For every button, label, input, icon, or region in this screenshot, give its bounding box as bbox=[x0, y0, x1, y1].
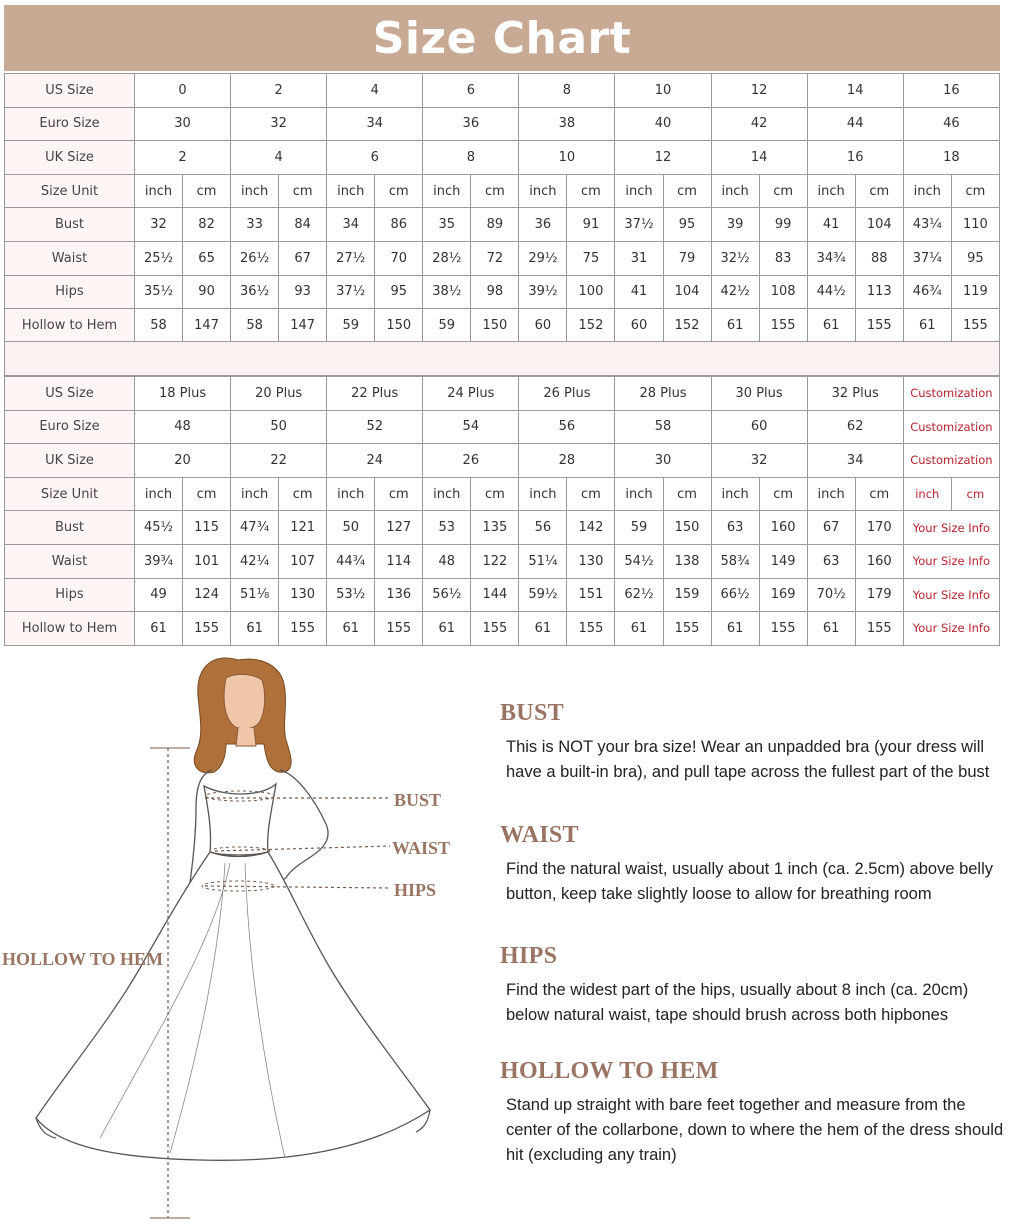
measure-inch-cell: 61 bbox=[615, 612, 663, 646]
measure-inch-cell: 58¾ bbox=[711, 544, 759, 578]
measure-inch-cell: 37½ bbox=[615, 208, 663, 242]
measure-inch-cell: 51⅛ bbox=[231, 578, 279, 612]
unit-cm-cell: cm bbox=[567, 174, 615, 208]
measure-inch-cell: 45½ bbox=[135, 511, 183, 545]
page-title: Size Chart bbox=[372, 12, 632, 64]
figure-label-waist: WAIST bbox=[392, 838, 451, 858]
measure-inch-cell: 49 bbox=[135, 578, 183, 612]
unit-inch-cell: inch bbox=[519, 174, 567, 208]
table-row-waist bbox=[5, 544, 1000, 578]
size-cell: 32 bbox=[231, 107, 327, 141]
unit-inch-cell: inch bbox=[423, 477, 471, 511]
measure-cm-cell: 155 bbox=[183, 612, 231, 646]
size-cell: 28 bbox=[519, 444, 615, 478]
measure-inch-cell: 61 bbox=[711, 309, 759, 343]
measure-cm-cell: 151 bbox=[567, 578, 615, 612]
size-cell: 12 bbox=[711, 74, 807, 108]
measure-cm-cell: 155 bbox=[663, 612, 711, 646]
row-label-hollow-to-hem: Hollow to Hem bbox=[5, 612, 135, 646]
measure-inch-cell: 61 bbox=[807, 612, 855, 646]
figure-label-hips: HIPS bbox=[394, 880, 437, 900]
measure-inch-cell: 35 bbox=[423, 208, 471, 242]
size-cell: 6 bbox=[423, 74, 519, 108]
unit-cm-cell: cm bbox=[567, 477, 615, 511]
measure-cm-cell: 155 bbox=[855, 612, 903, 646]
table-row-us bbox=[5, 377, 1000, 411]
measure-cm-cell: 127 bbox=[375, 511, 423, 545]
unit-cm-cell: cm bbox=[951, 174, 999, 208]
measure-cm-cell: 107 bbox=[279, 544, 327, 578]
row-label-size-unit: Size Unit bbox=[5, 174, 135, 208]
size-chart-banner bbox=[4, 5, 1000, 71]
measure-cm-cell: 114 bbox=[375, 544, 423, 578]
size-cell: 6 bbox=[327, 141, 423, 175]
measure-inch-cell: 29½ bbox=[519, 241, 567, 275]
measure-inch-cell: 53 bbox=[423, 511, 471, 545]
measure-inch-cell: 62½ bbox=[615, 578, 663, 612]
measure-cm-cell: 169 bbox=[759, 578, 807, 612]
unit-inch-cell: inch bbox=[231, 174, 279, 208]
measure-inch-cell: 56½ bbox=[423, 578, 471, 612]
measure-inch-cell: 50 bbox=[327, 511, 375, 545]
measure-cm-cell: 82 bbox=[183, 208, 231, 242]
size-cell: 50 bbox=[231, 410, 327, 444]
table-row-uk bbox=[5, 141, 1000, 175]
size-cell: 2 bbox=[135, 141, 231, 175]
row-label-hips: Hips bbox=[5, 275, 135, 309]
measure-inch-cell: 61 bbox=[711, 612, 759, 646]
measure-inch-cell: 39 bbox=[711, 208, 759, 242]
guide-hips-title: HIPS bbox=[500, 943, 558, 969]
measure-cm-cell: 155 bbox=[279, 612, 327, 646]
unit-inch-cell: inch bbox=[615, 174, 663, 208]
measure-inch-cell: 39¾ bbox=[135, 544, 183, 578]
size-cell: 46 bbox=[903, 107, 999, 141]
size-cell: 30 Plus bbox=[711, 377, 807, 411]
measure-cm-cell: 136 bbox=[375, 578, 423, 612]
measure-cm-cell: 93 bbox=[279, 275, 327, 309]
measure-inch-cell: 60 bbox=[519, 309, 567, 343]
size-cell: 16 bbox=[807, 141, 903, 175]
measure-cm-cell: 150 bbox=[663, 511, 711, 545]
size-cell: 32 bbox=[711, 444, 807, 478]
unit-cm-cell: cm bbox=[279, 477, 327, 511]
size-cell: 38 bbox=[519, 107, 615, 141]
guide-hips-text: Find the widest part of the hips, usually about 8 inch (ca. 20cm) below natural waist, tape should brush across both hipbones bbox=[506, 981, 969, 1024]
table-row-unit bbox=[5, 174, 1000, 208]
measure-cm-cell: 95 bbox=[663, 208, 711, 242]
measure-inch-cell: 26½ bbox=[231, 241, 279, 275]
size-cell: 18 Plus bbox=[135, 377, 231, 411]
measure-cm-cell: 79 bbox=[663, 241, 711, 275]
measure-inch-cell: 42¼ bbox=[231, 544, 279, 578]
measure-cm-cell: 135 bbox=[471, 511, 519, 545]
measure-cm-cell: 147 bbox=[279, 309, 327, 343]
size-cell: 24 Plus bbox=[423, 377, 519, 411]
measure-inch-cell: 53½ bbox=[327, 578, 375, 612]
measure-cm-cell: 101 bbox=[183, 544, 231, 578]
measure-cm-cell: 104 bbox=[663, 275, 711, 309]
measure-inch-cell: 46¾ bbox=[903, 275, 951, 309]
size-cell: 26 bbox=[423, 444, 519, 478]
table-row-unit bbox=[5, 477, 1000, 511]
measure-inch-cell: 63 bbox=[807, 544, 855, 578]
size-cell: 12 bbox=[615, 141, 711, 175]
measure-inch-cell: 35½ bbox=[135, 275, 183, 309]
measure-inch-cell: 39½ bbox=[519, 275, 567, 309]
size-cell: 48 bbox=[135, 410, 231, 444]
unit-cm-cell: cm bbox=[375, 174, 423, 208]
size-cell: 34 bbox=[327, 107, 423, 141]
row-label-euro-size: Euro Size bbox=[5, 107, 135, 141]
unit-cm-cell: cm bbox=[183, 477, 231, 511]
measure-inch-cell: 41 bbox=[615, 275, 663, 309]
measure-cm-cell: 98 bbox=[471, 275, 519, 309]
size-cell: 54 bbox=[423, 410, 519, 444]
unit-cm-cell: cm bbox=[375, 477, 423, 511]
your-size-info-cell: Your Size Info bbox=[903, 511, 999, 545]
measure-inch-cell: 54½ bbox=[615, 544, 663, 578]
plus-size-table bbox=[4, 376, 1000, 646]
measure-inch-cell: 48 bbox=[423, 544, 471, 578]
measure-cm-cell: 130 bbox=[279, 578, 327, 612]
measure-cm-cell: 155 bbox=[375, 612, 423, 646]
size-cell: 62 bbox=[807, 410, 903, 444]
measure-inch-cell: 47¾ bbox=[231, 511, 279, 545]
your-size-info-cell: Your Size Info bbox=[903, 544, 999, 578]
size-cell: 44 bbox=[807, 107, 903, 141]
measure-cm-cell: 147 bbox=[183, 309, 231, 343]
measure-cm-cell: 88 bbox=[855, 241, 903, 275]
unit-cm-cell: cm bbox=[471, 477, 519, 511]
measure-inch-cell: 56 bbox=[519, 511, 567, 545]
measure-inch-cell: 59 bbox=[615, 511, 663, 545]
size-cell: 34 bbox=[807, 444, 903, 478]
unit-inch-cell: inch bbox=[327, 174, 375, 208]
measure-inch-cell: 58 bbox=[135, 309, 183, 343]
unit-cm-cell: cm bbox=[855, 174, 903, 208]
measure-cm-cell: 150 bbox=[375, 309, 423, 343]
measure-cm-cell: 67 bbox=[279, 241, 327, 275]
your-size-info-cell: Your Size Info bbox=[903, 578, 999, 612]
measure-cm-cell: 121 bbox=[279, 511, 327, 545]
table-row-hips bbox=[5, 275, 1000, 309]
unit-inch-cell: inch bbox=[807, 174, 855, 208]
unit-cm-cell: cm bbox=[855, 477, 903, 511]
size-cell: 58 bbox=[615, 410, 711, 444]
measure-inch-cell: 37¼ bbox=[903, 241, 951, 275]
measure-inch-cell: 33 bbox=[231, 208, 279, 242]
size-cell: 18 bbox=[903, 141, 999, 175]
size-cell: 40 bbox=[615, 107, 711, 141]
bodice-shape bbox=[204, 784, 276, 855]
measure-inch-cell: 70½ bbox=[807, 578, 855, 612]
measure-cm-cell: 155 bbox=[951, 309, 999, 343]
size-cell: 22 bbox=[231, 444, 327, 478]
table-separator bbox=[4, 341, 1000, 376]
size-cell: 28 Plus bbox=[615, 377, 711, 411]
measure-cm-cell: 72 bbox=[471, 241, 519, 275]
measure-cm-cell: 83 bbox=[759, 241, 807, 275]
face-shape bbox=[224, 674, 265, 728]
measure-cm-cell: 86 bbox=[375, 208, 423, 242]
measure-cm-cell: 115 bbox=[183, 511, 231, 545]
custom-unit-inch-cell: inch bbox=[903, 477, 951, 511]
measure-cm-cell: 155 bbox=[759, 612, 807, 646]
table-row-bust bbox=[5, 208, 1000, 242]
unit-inch-cell: inch bbox=[711, 477, 759, 511]
unit-inch-cell: inch bbox=[231, 477, 279, 511]
measure-inch-cell: 43¼ bbox=[903, 208, 951, 242]
guide-waist-text: Find the natural waist, usually about 1 inch (ca. 2.5cm) above belly button, keep take slightly loose to allow for breathing room bbox=[506, 860, 994, 903]
table-row-uk bbox=[5, 444, 1000, 478]
measure-cm-cell: 149 bbox=[759, 544, 807, 578]
guide-bust bbox=[500, 700, 1005, 785]
size-cell: 16 bbox=[903, 74, 999, 108]
measure-inch-cell: 61 bbox=[519, 612, 567, 646]
measure-cm-cell: 99 bbox=[759, 208, 807, 242]
measure-inch-cell: 44½ bbox=[807, 275, 855, 309]
measure-cm-cell: 155 bbox=[567, 612, 615, 646]
unit-inch-cell: inch bbox=[711, 174, 759, 208]
table-row-euro bbox=[5, 410, 1000, 444]
measure-cm-cell: 138 bbox=[663, 544, 711, 578]
row-label-uk-size: UK Size bbox=[5, 444, 135, 478]
guide-bust-title: BUST bbox=[500, 700, 564, 726]
size-cell: 36 bbox=[423, 107, 519, 141]
row-label-waist: Waist bbox=[5, 241, 135, 275]
unit-cm-cell: cm bbox=[471, 174, 519, 208]
measure-inch-cell: 61 bbox=[231, 612, 279, 646]
measure-inch-cell: 37½ bbox=[327, 275, 375, 309]
measure-cm-cell: 108 bbox=[759, 275, 807, 309]
measure-cm-cell: 104 bbox=[855, 208, 903, 242]
measure-inch-cell: 32½ bbox=[711, 241, 759, 275]
size-cell: 0 bbox=[135, 74, 231, 108]
measure-inch-cell: 34 bbox=[327, 208, 375, 242]
guide-waist-title: WAIST bbox=[500, 822, 579, 848]
measure-cm-cell: 113 bbox=[855, 275, 903, 309]
measure-inch-cell: 59 bbox=[423, 309, 471, 343]
size-cell: 52 bbox=[327, 410, 423, 444]
measure-cm-cell: 75 bbox=[567, 241, 615, 275]
measure-cm-cell: 90 bbox=[183, 275, 231, 309]
measure-cm-cell: 100 bbox=[567, 275, 615, 309]
measure-inch-cell: 61 bbox=[327, 612, 375, 646]
row-label-us-size: US Size bbox=[5, 377, 135, 411]
measure-cm-cell: 170 bbox=[855, 511, 903, 545]
measure-inch-cell: 66½ bbox=[711, 578, 759, 612]
measure-cm-cell: 155 bbox=[759, 309, 807, 343]
measure-cm-cell: 150 bbox=[471, 309, 519, 343]
measure-cm-cell: 160 bbox=[759, 511, 807, 545]
unit-cm-cell: cm bbox=[663, 174, 711, 208]
table-row-hips bbox=[5, 578, 1000, 612]
regular-size-table bbox=[4, 73, 1000, 343]
size-cell: 10 bbox=[615, 74, 711, 108]
skirt-shape bbox=[36, 852, 430, 1160]
row-label-hollow-to-hem: Hollow to Hem bbox=[5, 309, 135, 343]
guide-hollow-to-hem-text: Stand up straight with bare feet together and measure from the center of the collarbone, down to where the hem of the dress should hit (excluding any train) bbox=[506, 1096, 1004, 1164]
unit-inch-cell: inch bbox=[615, 477, 663, 511]
size-cell: 22 Plus bbox=[327, 377, 423, 411]
measure-cm-cell: 144 bbox=[471, 578, 519, 612]
measure-inch-cell: 25½ bbox=[135, 241, 183, 275]
measure-inch-cell: 63 bbox=[711, 511, 759, 545]
figure-label-hollow-to-hem: HOLLOW TO HEM bbox=[2, 949, 164, 969]
measure-inch-cell: 61 bbox=[423, 612, 471, 646]
customization-cell: Customization bbox=[903, 377, 999, 411]
row-label-uk-size: UK Size bbox=[5, 141, 135, 175]
measure-inch-cell: 61 bbox=[903, 309, 951, 343]
unit-inch-cell: inch bbox=[327, 477, 375, 511]
guide-hips bbox=[500, 943, 1005, 1028]
measure-inch-cell: 42½ bbox=[711, 275, 759, 309]
measure-inch-cell: 59 bbox=[327, 309, 375, 343]
dress-figure-illustration bbox=[0, 648, 470, 1228]
unit-inch-cell: inch bbox=[135, 477, 183, 511]
unit-inch-cell: inch bbox=[135, 174, 183, 208]
measure-cm-cell: 179 bbox=[855, 578, 903, 612]
size-cell: 8 bbox=[423, 141, 519, 175]
unit-inch-cell: inch bbox=[519, 477, 567, 511]
table-row-hollow bbox=[5, 309, 1000, 343]
size-cell: 14 bbox=[807, 74, 903, 108]
guide-bust-text: This is NOT your bra size! Wear an unpadded bra (your dress will have a built-in bra), and pull tape across the fullest part of the bust bbox=[506, 738, 990, 781]
measure-inch-cell: 67 bbox=[807, 511, 855, 545]
guide-waist bbox=[500, 822, 1005, 907]
size-cell: 10 bbox=[519, 141, 615, 175]
measure-cm-cell: 142 bbox=[567, 511, 615, 545]
size-cell: 14 bbox=[711, 141, 807, 175]
unit-cm-cell: cm bbox=[279, 174, 327, 208]
row-label-bust: Bust bbox=[5, 208, 135, 242]
measure-inch-cell: 61 bbox=[135, 612, 183, 646]
size-cell: 60 bbox=[711, 410, 807, 444]
measure-inch-cell: 59½ bbox=[519, 578, 567, 612]
measure-cm-cell: 84 bbox=[279, 208, 327, 242]
figure-label-bust: BUST bbox=[394, 790, 442, 810]
measure-inch-cell: 27½ bbox=[327, 241, 375, 275]
measure-inch-cell: 28½ bbox=[423, 241, 471, 275]
row-label-hips: Hips bbox=[5, 578, 135, 612]
table-row-hollow bbox=[5, 612, 1000, 646]
size-cell: 2 bbox=[231, 74, 327, 108]
unit-inch-cell: inch bbox=[807, 477, 855, 511]
measure-cm-cell: 159 bbox=[663, 578, 711, 612]
row-label-us-size: US Size bbox=[5, 74, 135, 108]
measure-cm-cell: 95 bbox=[951, 241, 999, 275]
measure-cm-cell: 124 bbox=[183, 578, 231, 612]
measure-inch-cell: 38½ bbox=[423, 275, 471, 309]
unit-inch-cell: inch bbox=[903, 174, 951, 208]
measure-cm-cell: 122 bbox=[471, 544, 519, 578]
measure-inch-cell: 61 bbox=[807, 309, 855, 343]
measure-cm-cell: 89 bbox=[471, 208, 519, 242]
row-label-size-unit: Size Unit bbox=[5, 477, 135, 511]
unit-cm-cell: cm bbox=[663, 477, 711, 511]
size-cell: 56 bbox=[519, 410, 615, 444]
size-cell: 20 Plus bbox=[231, 377, 327, 411]
unit-cm-cell: cm bbox=[183, 174, 231, 208]
measure-cm-cell: 155 bbox=[471, 612, 519, 646]
size-cell: 26 Plus bbox=[519, 377, 615, 411]
size-cell: 32 Plus bbox=[807, 377, 903, 411]
size-cell: 4 bbox=[327, 74, 423, 108]
customization-cell: Customization bbox=[903, 444, 999, 478]
size-cell: 30 bbox=[615, 444, 711, 478]
table-row-bust bbox=[5, 511, 1000, 545]
size-cell: 20 bbox=[135, 444, 231, 478]
guide-hollow-to-hem bbox=[500, 1058, 1005, 1168]
size-cell: 8 bbox=[519, 74, 615, 108]
row-label-waist: Waist bbox=[5, 544, 135, 578]
measure-cm-cell: 152 bbox=[567, 309, 615, 343]
measure-inch-cell: 58 bbox=[231, 309, 279, 343]
measure-inch-cell: 41 bbox=[807, 208, 855, 242]
size-cell: 4 bbox=[231, 141, 327, 175]
measure-cm-cell: 70 bbox=[375, 241, 423, 275]
table-row-waist bbox=[5, 241, 1000, 275]
measure-cm-cell: 152 bbox=[663, 309, 711, 343]
size-cell: 24 bbox=[327, 444, 423, 478]
measure-inch-cell: 36½ bbox=[231, 275, 279, 309]
customization-cell: Customization bbox=[903, 410, 999, 444]
measure-inch-cell: 34¾ bbox=[807, 241, 855, 275]
guide-hollow-to-hem-title: HOLLOW TO HEM bbox=[500, 1058, 719, 1084]
measure-cm-cell: 110 bbox=[951, 208, 999, 242]
row-label-bust: Bust bbox=[5, 511, 135, 545]
measure-cm-cell: 155 bbox=[855, 309, 903, 343]
unit-inch-cell: inch bbox=[423, 174, 471, 208]
measure-cm-cell: 119 bbox=[951, 275, 999, 309]
measure-inch-cell: 36 bbox=[519, 208, 567, 242]
your-size-info-cell: Your Size Info bbox=[903, 612, 999, 646]
measure-inch-cell: 31 bbox=[615, 241, 663, 275]
measure-cm-cell: 65 bbox=[183, 241, 231, 275]
measure-inch-cell: 60 bbox=[615, 309, 663, 343]
measure-cm-cell: 160 bbox=[855, 544, 903, 578]
custom-unit-cm-cell: cm bbox=[951, 477, 999, 511]
measure-cm-cell: 130 bbox=[567, 544, 615, 578]
measure-inch-cell: 32 bbox=[135, 208, 183, 242]
measure-inch-cell: 51¼ bbox=[519, 544, 567, 578]
measure-cm-cell: 91 bbox=[567, 208, 615, 242]
measure-cm-cell: 95 bbox=[375, 275, 423, 309]
size-cell: 30 bbox=[135, 107, 231, 141]
table-row-euro bbox=[5, 107, 1000, 141]
size-cell: 42 bbox=[711, 107, 807, 141]
unit-cm-cell: cm bbox=[759, 477, 807, 511]
table-row-us bbox=[5, 74, 1000, 108]
measure-inch-cell: 44¾ bbox=[327, 544, 375, 578]
row-label-euro-size: Euro Size bbox=[5, 410, 135, 444]
unit-cm-cell: cm bbox=[759, 174, 807, 208]
